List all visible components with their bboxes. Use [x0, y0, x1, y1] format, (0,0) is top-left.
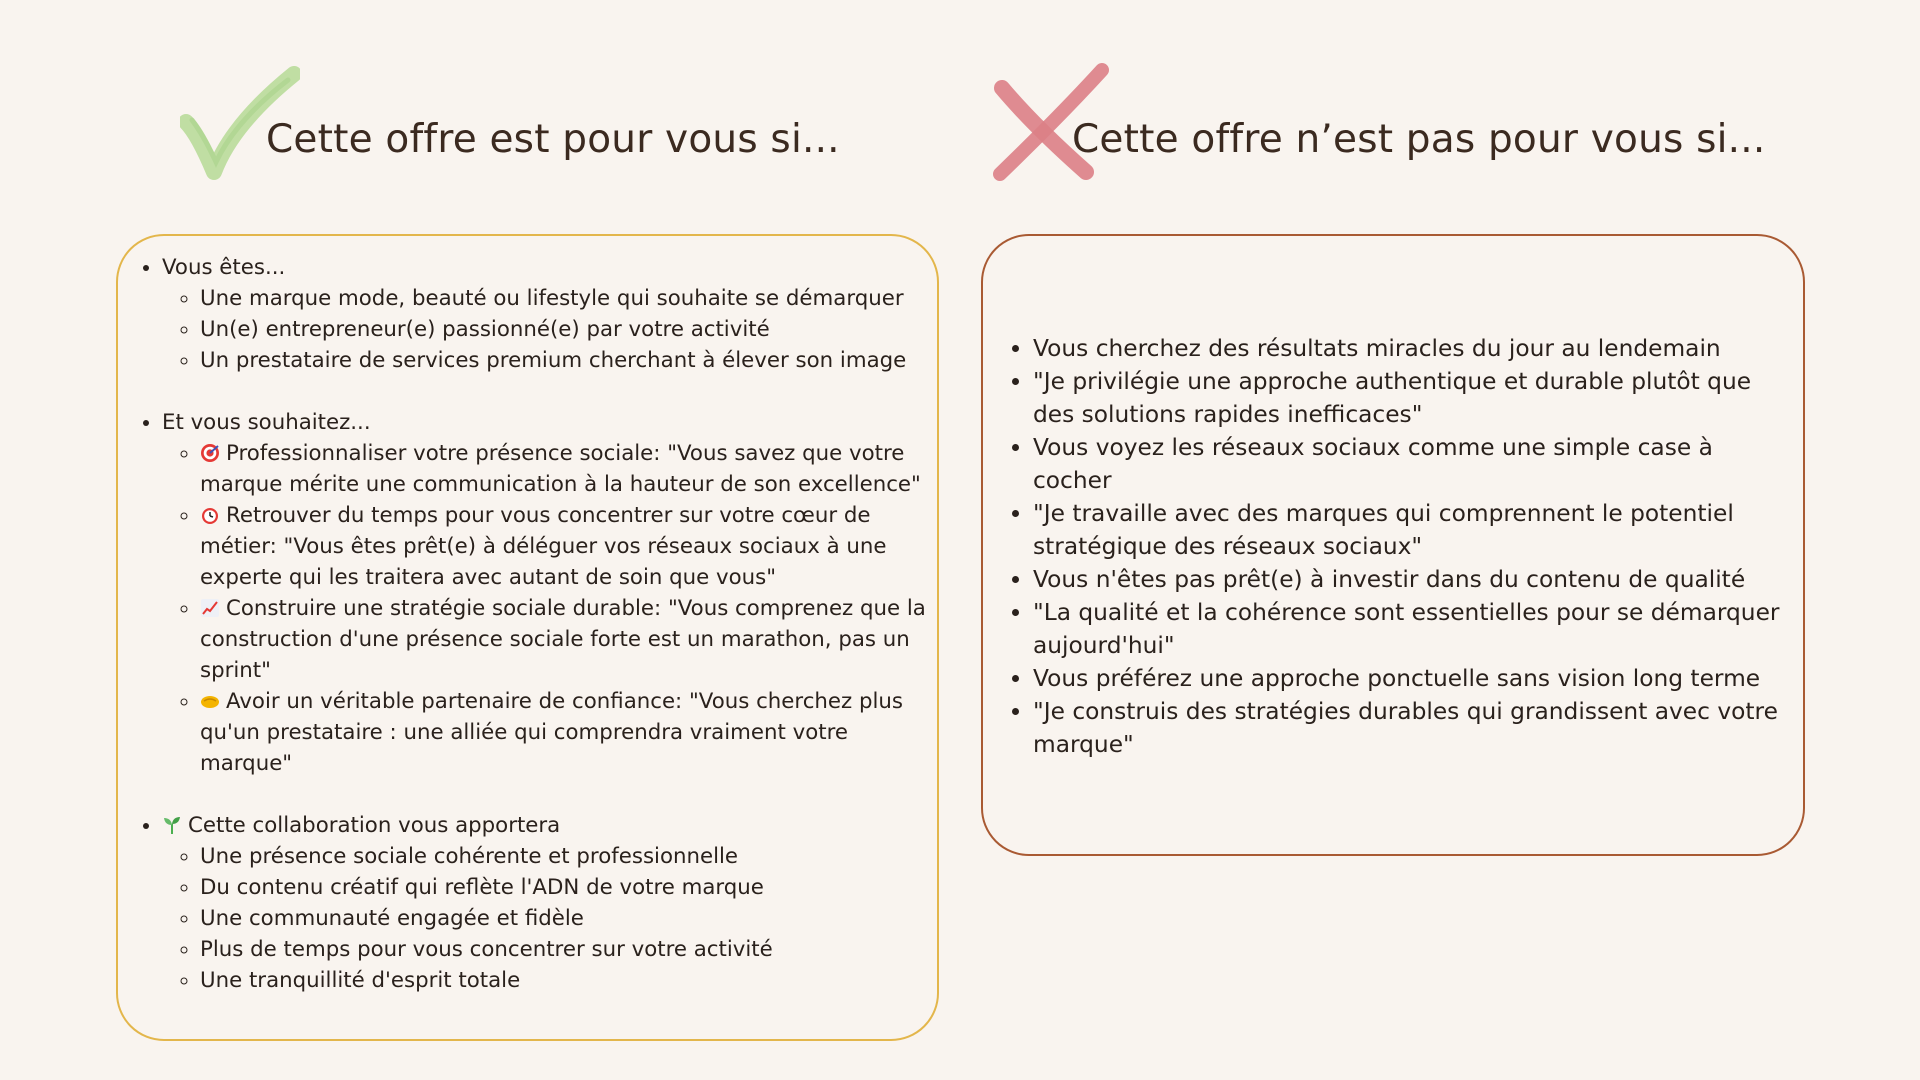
handshake-icon: [200, 691, 220, 711]
list-item: ◦ Du contenu créatif qui reflète l'ADN de votre marque: [200, 872, 938, 903]
list-item: • Vous préférez une approche ponctuelle sans vision long terme: [1033, 662, 1797, 695]
alarm-clock-icon: [200, 505, 220, 525]
list-item: • Vous cherchez des résultats miracles du jour au lendemain: [1033, 332, 1797, 365]
list-item: ◦ Une communauté engagée et fidèle: [200, 903, 938, 934]
section-label: Cette collaboration vous apportera: [188, 813, 561, 838]
list-item: • "La qualité et la cohérence sont essentielles pour se démarquer aujourd'hui": [1033, 596, 1797, 662]
no-title: Cette offre n’est pas pour vous si...: [1072, 117, 1766, 162]
yes-section-3: [162, 810, 938, 996]
yes-section-1: [162, 252, 938, 376]
list-item: • Vous n'êtes pas prêt(e) à investir dans du contenu de qualité: [1033, 563, 1797, 596]
list-item: • "Je travaille avec des marques qui comprennent le potentiel stratégique des réseaux sociaux": [1033, 497, 1797, 563]
section-label: Et vous souhaitez...: [162, 410, 371, 435]
no-card: [981, 234, 1805, 856]
no-heading: [990, 62, 1830, 182]
list-item: ◦ Retrouver du temps pour vous concentrer sur votre cœur de métier: "Vous êtes prêt(e) à déléguer vos réseaux sociaux à une experte qui les traitera avec autant de soin que vous": [200, 500, 938, 593]
list-item: ◦ Plus de temps pour vous concentrer sur votre activité: [200, 934, 938, 965]
chart-increasing-icon: [200, 598, 220, 618]
yes-heading: [180, 62, 900, 182]
list-item: ◦ Avoir un véritable partenaire de confiance: "Vous cherchez plus qu'un prestataire : une alliée qui comprendra vraiment votre marque": [200, 686, 938, 779]
yes-card-content: [138, 252, 938, 996]
list-item: ◦ Un(e) entrepreneur(e) passionné(e) par votre activité: [200, 314, 938, 345]
no-card-content: [1007, 332, 1797, 761]
yes-section-2: [162, 407, 938, 779]
list-item: ◦ Construire une stratégie sociale durable: "Vous comprenez que la construction d'une présence sociale forte est un marathon, pas un sprint": [200, 593, 938, 686]
yes-title: Cette offre est pour vous si...: [266, 117, 840, 162]
target-icon: [200, 443, 220, 463]
list-item: ◦ Un prestataire de services premium cherchant à élever son image: [200, 345, 938, 376]
list-item: ◦ Une présence sociale cohérente et professionnelle: [200, 841, 938, 872]
list-item: ◦ Professionnaliser votre présence sociale: "Vous savez que votre marque mérite une communication à la hauteur de son excellence": [200, 438, 938, 500]
list-item: • "Je privilégie une approche authentique et durable plutôt que des solutions rapides inefficaces": [1033, 365, 1797, 431]
list-item: ◦ Une marque mode, beauté ou lifestyle qui souhaite se démarquer: [200, 283, 938, 314]
list-item: ◦ Une tranquillité d'esprit totale: [200, 965, 938, 996]
section-label: Vous êtes...: [162, 255, 286, 280]
seedling-icon: [162, 815, 182, 835]
list-item: • "Je construis des stratégies durables qui grandissent avec votre marque": [1033, 695, 1797, 761]
yes-card: [116, 234, 939, 1041]
list-item: • Vous voyez les réseaux sociaux comme une simple case à cocher: [1033, 431, 1797, 497]
